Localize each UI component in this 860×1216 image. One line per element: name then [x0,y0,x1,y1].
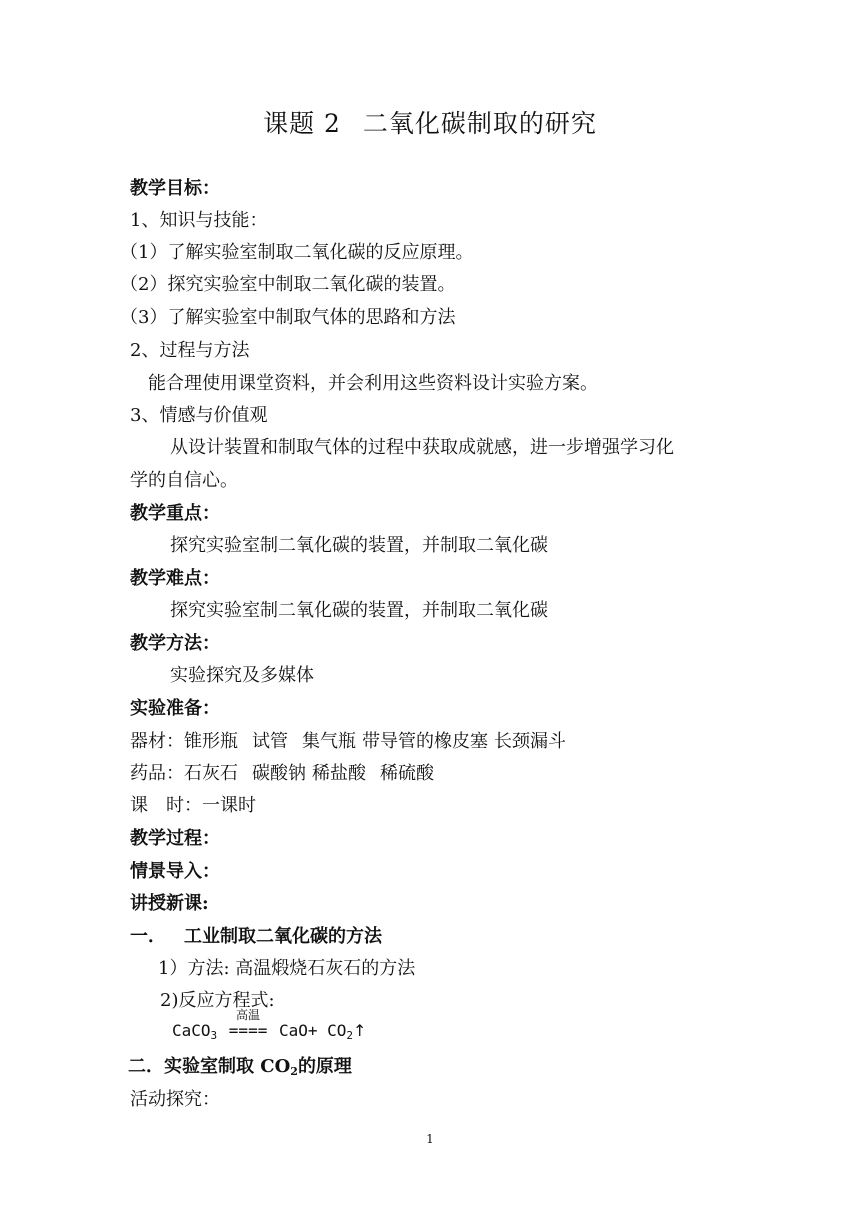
emotion-text-line2: 学的自信心。 [130,470,238,491]
intro-heading: 情景导入： [130,861,220,882]
new-lesson-heading: 讲授新课: [130,893,209,914]
section1-equation-label: 2)反应方程式: [160,990,275,1011]
reagent-item: 碳酸钠 [252,763,306,784]
methods-heading: 教学方法： [130,633,220,654]
reagent-item: 稀盐酸 [312,763,366,784]
section1-method: 1）方法: 高温煅烧石灰石的方法 [158,958,416,979]
equipment-line [130,733,566,751]
section1-heading [130,928,382,946]
section1-title: 工业制取二氧化碳的方法 [184,926,382,947]
reactant: CaCO [172,1021,211,1040]
duration-label: 课 时： [130,795,202,816]
equals-sign: ==== [228,1021,268,1040]
product: CaO+ CO [278,1021,347,1040]
goals-heading: 教学目标： [130,178,220,199]
emotion-text-line1: 从设计装置和制取气体的过程中获取成就感，进一步增强学习化 [170,437,674,458]
difficulties-text: 探究实验室制二氧化碳的装置，并制取二氧化碳 [170,600,548,621]
methods-text: 实验探究及多媒体 [170,665,314,686]
page-title [0,104,860,140]
key-points-heading: 教学重点： [130,503,220,524]
difficulties-heading: 教学难点： [130,568,220,589]
knowledge-item-2: （2）探究实验室中制取二氧化碳的装置。 [120,274,456,295]
reagents-label: 药品： [130,763,184,784]
equipment-item: 长颈漏斗 [494,731,566,752]
equipment-item: 带导管的橡皮塞 [362,731,488,752]
equipment-item: 试管 [252,731,288,752]
process-text: 能合理使用课堂资料，并会利用这些资料设计实验方案。 [148,373,598,394]
process-label: 2、过程与方法 [130,340,250,361]
preparation-heading: 实验准备： [130,698,220,719]
section2-activity: 活动探究： [130,1089,220,1110]
condition-text: 高温 [236,1008,261,1022]
process-heading: 教学过程： [130,828,220,849]
knowledge-item-1: （1）了解实验室制取二氧化碳的反应原理。 [120,242,474,263]
equipment-item: 锥形瓶 [184,731,238,752]
emotion-label: 3、情感与价值观 [130,405,268,426]
reaction-condition [227,1008,270,1040]
equipment-label: 器材： [130,731,184,752]
key-points-text: 探究实验室制二氧化碳的装置，并制取二氧化碳 [170,535,548,556]
reagent-item: 石灰石 [184,763,238,784]
reagent-item: 稀硫酸 [380,763,434,784]
section2-heading-post: 的原理 [297,1056,352,1077]
reagents-line [130,765,434,783]
page-number: 1 [426,1132,434,1146]
duration-line [130,797,256,815]
reaction-equation [172,1008,367,1042]
section2-heading-sub: 2 [290,1065,298,1078]
knowledge-label: 1、知识与技能： [130,210,268,231]
duration-value: 一课时 [202,795,256,816]
equipment-item: 集气瓶 [302,731,356,752]
lesson-name: 二氧化碳制取的研究 [362,109,597,138]
section2-heading [128,1058,352,1077]
knowledge-item-3: （3）了解实验室中制取气体的思路和方法 [120,307,456,328]
lesson-number: 课题 2 [263,109,341,138]
reactant-subscript: 3 [210,1029,218,1042]
product-subscript: 2 [346,1029,354,1042]
section2-heading-pre: 二．实验室制取 CO [128,1056,291,1077]
section1-number: 一． [130,926,166,947]
gas-arrow-icon: ↑ [353,1021,367,1040]
